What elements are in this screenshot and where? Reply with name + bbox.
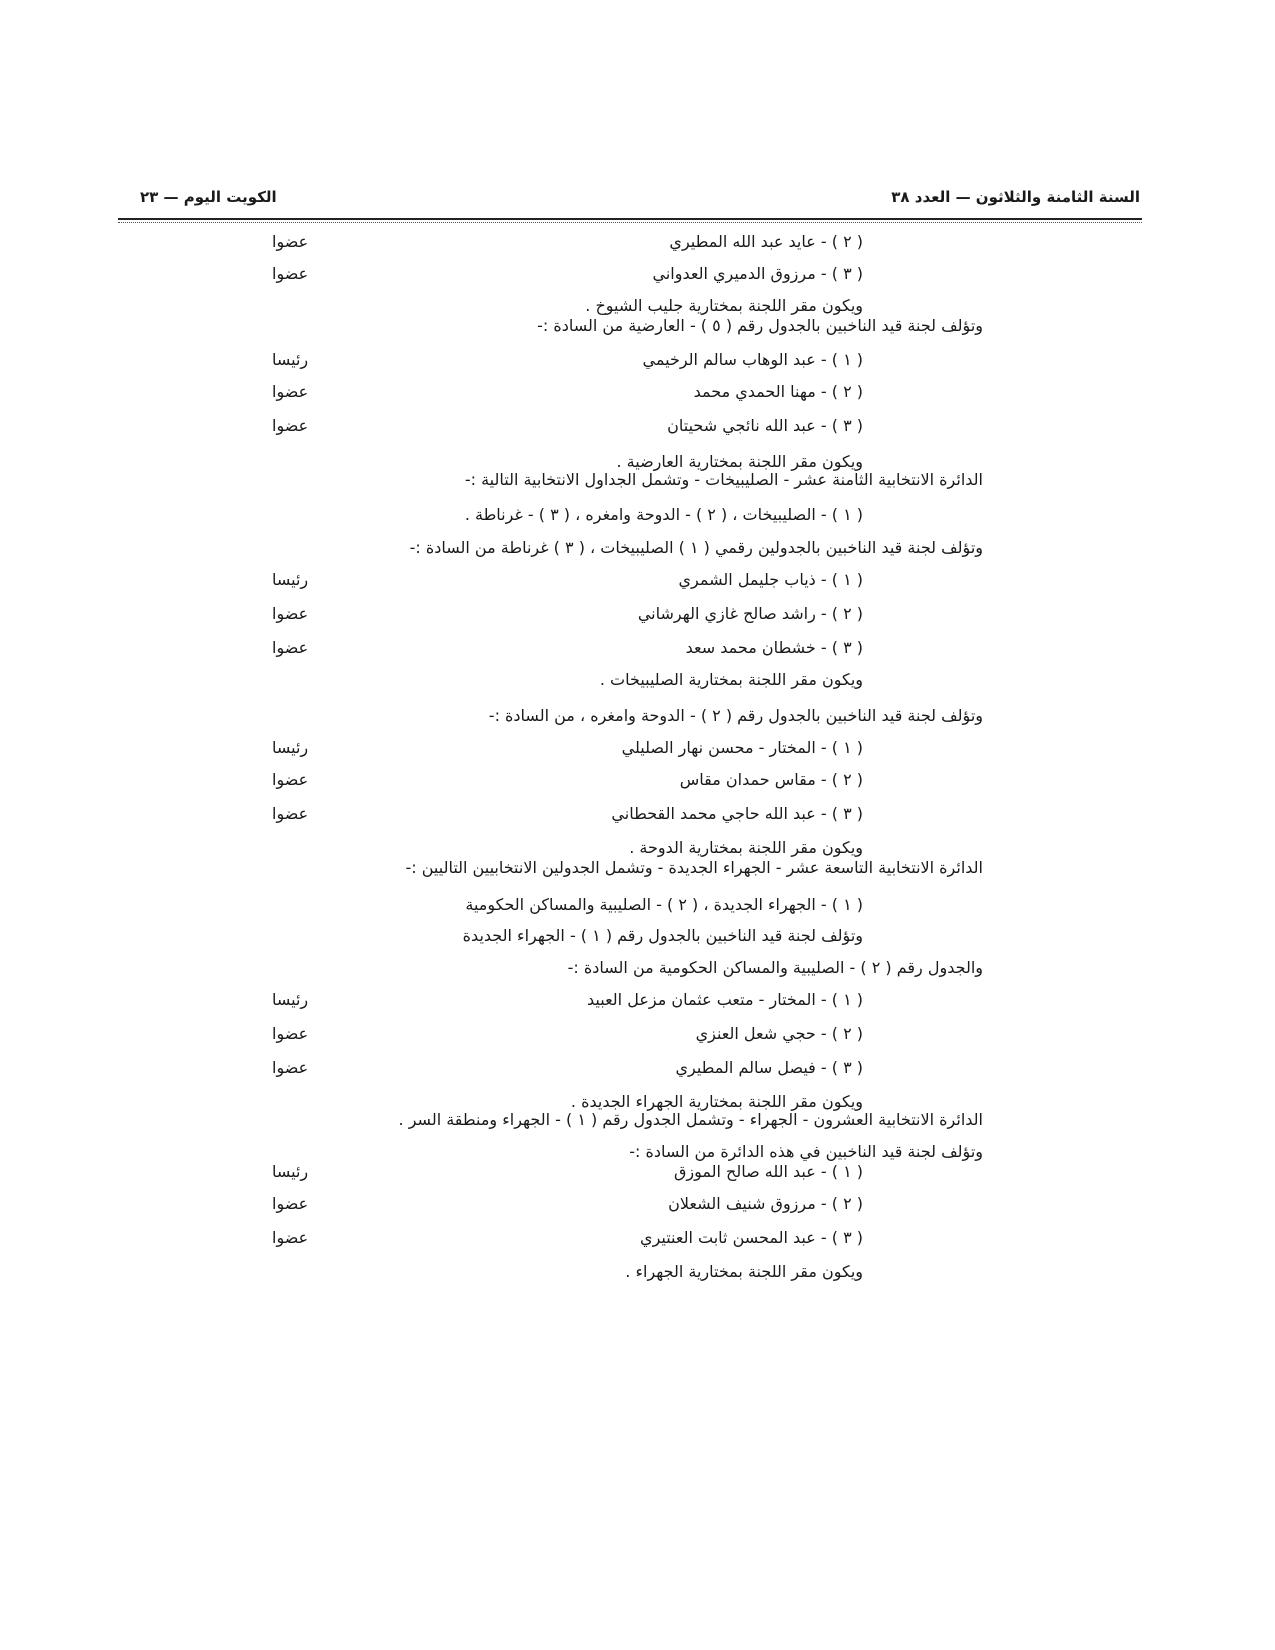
member-name-line: ( ٣ ) - عبد المحسن ثابت العنتيري — [640, 1228, 863, 1247]
text-line: وتؤلف لجنة قيد الناخبين بالجدول رقم ( ٥ ) - العارضية من السادة :- — [537, 316, 983, 335]
text-line: ويكون مقر اللجنة بمختارية الجهراء . — [625, 1262, 863, 1281]
member-name-line: ( ١ ) - ذياب جليمل الشمري — [678, 570, 863, 589]
text-line: ويكون مقر اللجنة بمختارية العارضية . — [616, 452, 863, 471]
text-line: ( ١ ) - الجهراء الجديدة ، ( ٢ ) - الصليبية والمساكن الحكومية — [465, 895, 863, 914]
text-line: ويكون مقر اللجنة بمختارية الدوحة . — [629, 838, 863, 857]
text-line: الدائرة الانتخابية العشرون - الجهراء - وتشمل الجدول رقم ( ١ ) - الجهراء ومنطقة السر . — [398, 1110, 983, 1129]
member-role: رئيسا — [272, 990, 309, 1009]
member-name-line: ( ٣ ) - مرزوق الدميري العدواني — [652, 264, 863, 283]
member-name-line: ( ٢ ) - راشد صالح غازي الهرشاني — [637, 604, 863, 623]
member-name-line: ( ١ ) - المختار - متعب عثمان مزعل العبيد — [587, 990, 863, 1009]
member-role: عضوا — [272, 804, 309, 823]
member-name-line: ( ٢ ) - مهنا الحمدي محمد — [693, 382, 863, 401]
text-line: والجدول رقم ( ٢ ) - الصليبية والمساكن الحكومية من السادة :- — [567, 958, 983, 977]
text-line: الدائرة الانتخابية التاسعة عشر - الجهراء الجديدة - وتشمل الجدولين الانتخابيين التاليين :- — [405, 858, 983, 877]
member-role: رئيسا — [272, 350, 309, 369]
member-role: عضوا — [272, 638, 309, 657]
member-name-line: ( ٣ ) - عبد الله نائجي شحيتان — [667, 416, 863, 435]
member-role: عضوا — [272, 1058, 309, 1077]
member-name-line: ( ٢ ) - مرزوق شنيف الشعلان — [668, 1194, 863, 1213]
text-line: وتؤلف لجنة قيد الناخبين بالجدول رقم ( ١ ) - الجهراء الجديدة — [462, 926, 863, 945]
member-name-line: ( ٣ ) - عبد الله حاجي محمد القحطاني — [611, 804, 863, 823]
member-name-line: ( ٣ ) - خشطان محمد سعد — [685, 638, 863, 657]
member-name-line: ( ١ ) - عبد الله صالح الموزق — [673, 1162, 863, 1181]
member-role: عضوا — [272, 264, 309, 283]
member-role: عضوا — [272, 770, 309, 789]
member-name-line: ( ٢ ) - مقاس حمدان مقاس — [679, 770, 863, 789]
text-line: ويكون مقر اللجنة بمختارية الجهراء الجديدة . — [570, 1092, 863, 1111]
text-line: ويكون مقر اللجنة بمختارية جليب الشيوخ . — [585, 296, 863, 315]
text-line: الدائرة الانتخابية الثامنة عشر - الصليبيخات - وتشمل الجداول الانتخابية التالية :- — [464, 470, 983, 489]
issue-info: السنة الثامنة والثلاثون — العدد ٣٨ — [891, 188, 1140, 206]
member-name-line: ( ٣ ) - فيصل سالم المطيري — [675, 1058, 863, 1077]
text-line: وتؤلف لجنة قيد الناخبين بالجدول رقم ( ٢ ) - الدوحة وامغره ، من السادة :- — [488, 706, 983, 725]
member-name-line: ( ٢ ) - حجي شعل العنزي — [695, 1024, 863, 1043]
text-line: وتؤلف لجنة قيد الناخبين في هذه الدائرة من السادة :- — [629, 1142, 983, 1161]
member-role: عضوا — [272, 416, 309, 435]
member-role: رئيسا — [272, 1162, 309, 1181]
member-role: عضوا — [272, 232, 309, 251]
member-name-line: ( ١ ) - المختار - محسن نهار الصليلي — [621, 738, 863, 757]
member-role: رئيسا — [272, 570, 309, 589]
text-line: وتؤلف لجنة قيد الناخبين بالجدولين رقمي ( ١ ) الصليبيخات ، ( ٣ ) غرناطة من السادة :- — [409, 538, 983, 557]
gazette-title-page-number: الكويت اليوم — ٢٣ — [140, 188, 277, 206]
text-line: ( ١ ) - الصليبيخات ، ( ٢ ) - الدوحة وامغره ، ( ٣ ) - غرناطة . — [464, 505, 863, 524]
member-role: عضوا — [272, 382, 309, 401]
member-role: رئيسا — [272, 738, 309, 757]
member-role: عضوا — [272, 604, 309, 623]
member-name-line: ( ١ ) - عبد الوهاب سالم الرخيمي — [642, 350, 863, 369]
member-role: عضوا — [272, 1228, 309, 1247]
member-name-line: ( ٢ ) - عايد عبد الله المطيري — [669, 232, 863, 251]
member-role: عضوا — [272, 1194, 309, 1213]
member-role: عضوا — [272, 1024, 309, 1043]
text-line: ويكون مقر اللجنة بمختارية الصليبيخات . — [599, 670, 863, 689]
